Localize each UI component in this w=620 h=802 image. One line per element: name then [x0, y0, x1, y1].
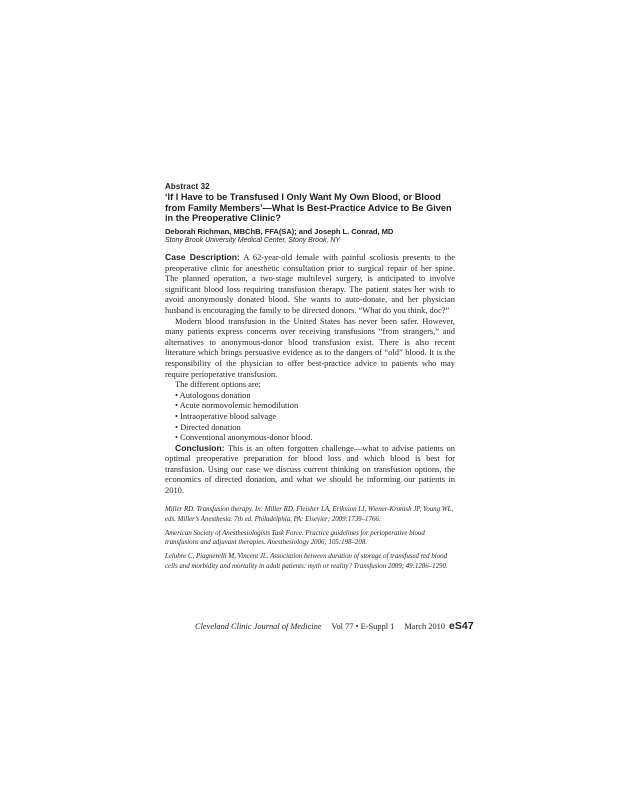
reference-list: [165, 505, 455, 576]
author-list: Deborah Richman, MBChB, FFA(SA); and Joseph L. Conrad, MD: [165, 227, 394, 236]
background-paragraph: Modern blood transfusion in the United States has never been safer. However, many patients express concerns over receiving transfusions “from strangers,” and alternatives to anonymous-donor blood transfusion exist. There is also recent literature which brings persuasive evidence as to the dangers of “old” blood. It is the responsibility of the physician to offer best-practice advice to patients who may require perioperative transfusion.: [165, 315, 455, 379]
reference-item: Miller RD. Transfusion therapy. In: Miller RD, Fleisher LA, Eriksson LI, Wiener-Kronish JP, Young WL, eds. Miller’s Anesthesia. 7th ed. Philadelphia, PA: Elsevier; 2009:1739–1766.: [165, 506, 454, 523]
conclusion-paragraph: [165, 443, 455, 496]
case-description-text: A 62-year-old female with painful scoliosis presents to the preoperative clinic for anesthetic consultation prior to surgical repair of her spine. The planned operation, a two-stage multilevel surgery, is anticipated to involve significant blood loss requiring transfusion therapy. The patient states her wish to avoid anonymously donated blood. She wants to auto-donate, and her physician husband is encouraging the family to be directed donors. “What do you think, doc?”: [165, 252, 455, 315]
journal-volume: Vol 77 • E-Suppl 1: [331, 622, 395, 631]
conclusion-text: This is an often forgotten challenge—what to advise patients on optimal preoperative preparation for blood loss and which blood is best for transfusion. Using our case we discuss current thinking on transfusion options, the economics of directed donation, and what we should be informing our patients in 2010.: [165, 442, 455, 496]
list-item: • Acute normovolemic hemodilution: [175, 400, 299, 411]
abstract-title: ‘If I Have to be Transfused I Only Want My Own Blood, or Blood from Family Members’—What Is Best-Practice Advice to Be Given in the Preoperative Clinic?: [165, 192, 452, 223]
list-item: • Autologous donation: [175, 389, 251, 400]
journal-name: Cleveland Clinic Journal of Medicine: [195, 622, 322, 631]
reference-item: American Society of Anesthesiologists Task Force. Practice guidelines for perioperative blood transfusions and adjuvant therapies. Anesthesiology 2006; 105:198–208.: [165, 529, 425, 546]
reference-item: Lelubre C, Piagnerelli M, Vincent JL. Association between duration of storage of transfused red blood cells and morbidity and mortality in adult patients: myth or reality? Transfusion 2009; 49:1286–1290.: [165, 553, 448, 570]
conclusion-heading: Conclusion:: [175, 442, 225, 453]
case-description-paragraph: [165, 252, 455, 316]
author-affiliation: Stony Brook University Medical Center, Stony Brook, NY: [165, 237, 341, 244]
issue-date: March 2010: [404, 622, 446, 631]
options-list: [165, 390, 455, 443]
options-intro: The different options are:: [175, 379, 261, 390]
list-item: • Intraoperative blood salvage: [175, 410, 277, 421]
list-item: • Directed donation: [175, 421, 241, 432]
page-footer: [195, 620, 474, 633]
abstract-number: Abstract 32: [165, 182, 210, 191]
page-number: eS47: [449, 620, 474, 632]
list-item: • Conventional anonymous-donor blood.: [175, 432, 313, 443]
abstract-body: [165, 252, 455, 496]
case-description-heading: Case Description:: [165, 252, 240, 262]
